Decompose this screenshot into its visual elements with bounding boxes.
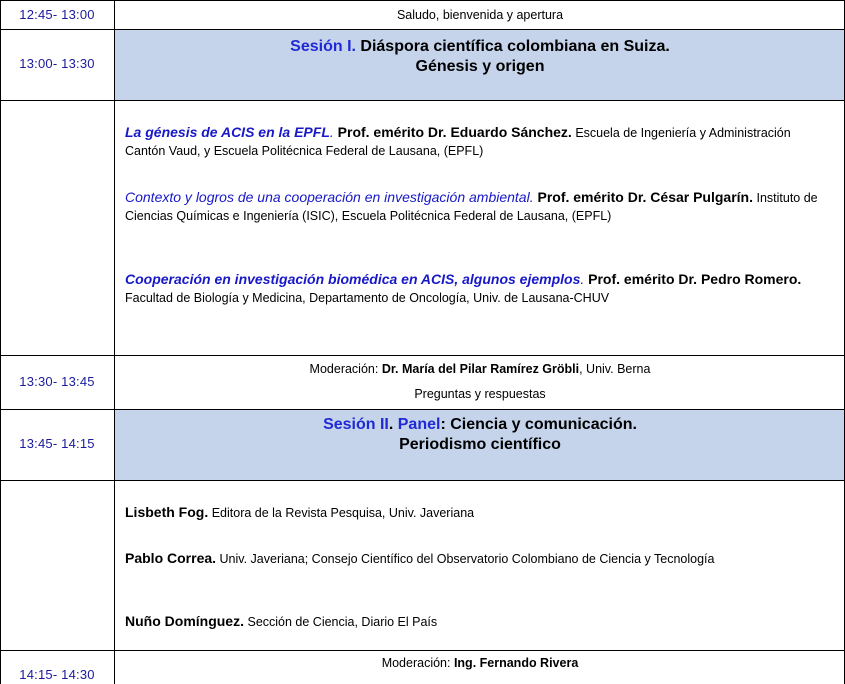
moderation-prefix: Moderación: <box>381 656 454 670</box>
row-divider <box>0 29 845 30</box>
session2-label: Sesión II <box>323 416 389 433</box>
speaker-name: Lisbeth Fog. <box>125 504 209 520</box>
row-divider <box>0 0 845 1</box>
column-divider <box>0 0 1 684</box>
time-slot: 13:45- 14:15 <box>19 436 95 451</box>
qa-text: Preguntas y respuestas <box>414 387 546 401</box>
column-divider <box>114 0 115 684</box>
row-divider <box>0 409 845 410</box>
session1-title-line2: Génesis y origen <box>415 58 545 75</box>
moderation-prefix: Moderación: <box>309 362 382 376</box>
speaker-affiliation: Univ. Javeriana; Consejo Científico del Observatorio Colombiano de Ciencia y Tecnología <box>219 552 715 566</box>
panelist-entry <box>125 549 830 568</box>
speaker-name: Prof. emérito Dr. Eduardo Sánchez. <box>337 124 572 140</box>
talk-title: Contexto y logros de una cooperación en investigación ambiental <box>125 189 530 205</box>
speaker-name: Pablo Correa. <box>125 550 217 566</box>
talk-entry <box>125 270 830 307</box>
moderator-name: Ing. Fernando Rivera <box>453 656 579 670</box>
talk-title-sep: . <box>329 124 338 140</box>
talk-title-sep: . <box>580 271 589 287</box>
session1-title <box>115 37 845 77</box>
session1-title-text: Diáspora científica colombiana en Suiza. <box>360 38 670 55</box>
row-divider <box>0 480 845 481</box>
speaker-affiliation: Editora de la Revista Pesquisa, Univ. Javeriana <box>211 506 475 520</box>
session1-label: Sesión I. <box>290 38 356 55</box>
speaker-name: Prof. emérito Dr. Pedro Romero. <box>588 271 802 287</box>
speaker-name: Nuño Domínguez. <box>125 613 244 629</box>
panelist-entry <box>125 612 830 631</box>
row-divider <box>0 650 845 651</box>
session2-title-line1 <box>115 415 845 435</box>
time-slot: 13:30- 13:45 <box>19 374 95 389</box>
session2-panel-label: Panel <box>397 416 441 433</box>
session2-title-line2: Periodismo científico <box>399 436 561 453</box>
row-divider <box>0 355 845 356</box>
moderation-line <box>115 656 845 670</box>
panelist-entry <box>125 503 830 522</box>
moderator-affiliation: , Univ. Berna <box>579 362 651 376</box>
time-slot: 13:00- 13:30 <box>19 56 95 71</box>
talk-entry <box>125 188 830 225</box>
speaker-affiliation: Instituto de Ciencias Químicas e Ingeniería (ISIC), Escuela Politécnica Federal de Lausana, (EPFL) <box>125 191 818 223</box>
speaker-affiliation: Facultad de Biología y Medicina, Departamento de Oncología, Univ. de Lausana-CHUV <box>125 291 610 305</box>
talk-title-sep: . <box>529 189 538 205</box>
talk-title: Cooperación en investigación biomédica en ACIS, algunos ejemplos <box>125 271 581 287</box>
row-divider <box>0 100 845 101</box>
session2-title <box>115 415 845 455</box>
speaker-affiliation: Sección de Ciencia, Diario El País <box>247 615 438 629</box>
session2-label-dot: . <box>388 416 398 433</box>
speaker-affiliation: Escuela de Ingeniería y Administración Cantón Vaud, y Escuela Politécnica Federal de Lausana, (EPFL) <box>125 126 791 158</box>
session1-title-line1 <box>115 37 845 57</box>
talk-entry <box>125 123 830 160</box>
time-slot: 14:15- 14:30 <box>19 667 95 682</box>
talk-title: La génesis de ACIS en la EPFL <box>125 124 330 140</box>
welcome-text: Saludo, bienvenida y apertura <box>396 8 564 22</box>
session2-title-text: : Ciencia y comunicación. <box>440 416 637 433</box>
time-slot: 12:45- 13:00 <box>19 7 95 22</box>
moderation-line <box>115 362 845 376</box>
moderator-name: Dr. María del Pilar Ramírez Gröbli <box>381 362 580 376</box>
speaker-name: Prof. emérito Dr. César Pulgarín. <box>537 189 753 205</box>
